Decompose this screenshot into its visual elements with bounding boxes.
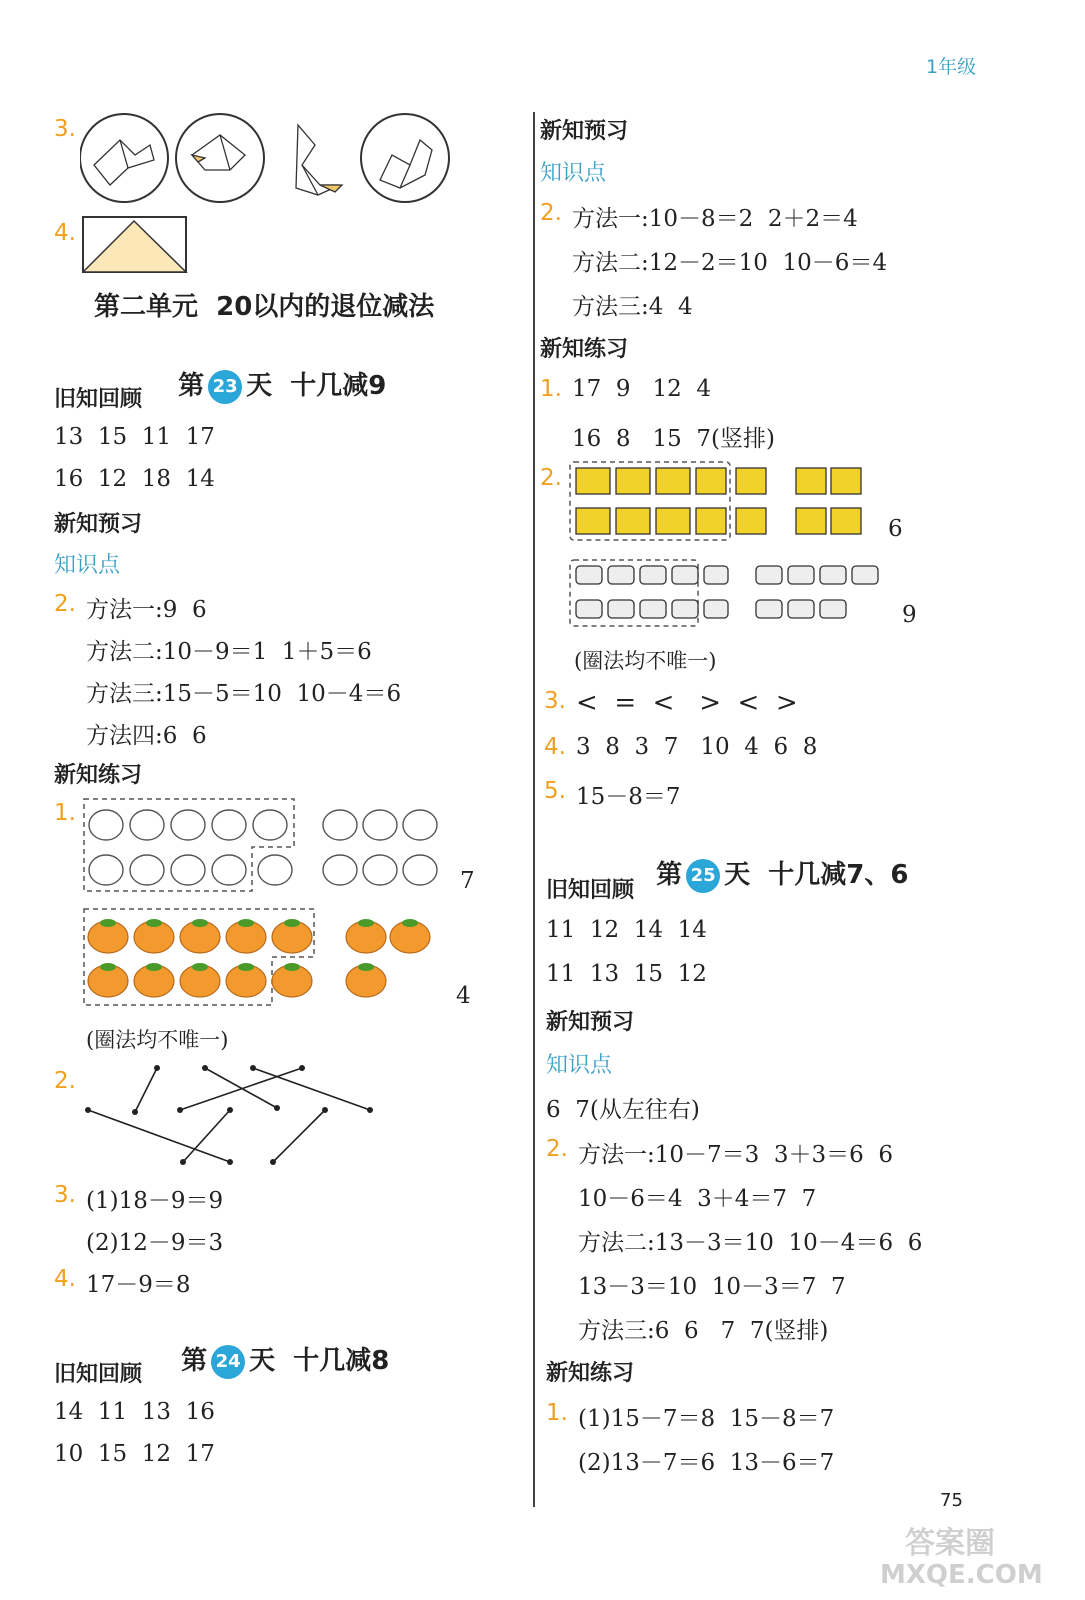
answer-line: 方法三:6 6 7 7(竖排) [578, 1318, 829, 1344]
item-number: 1. [540, 376, 562, 402]
answer-line: (1)18－9＝9 [86, 1188, 224, 1214]
answer-line: 方法二:10－9＝1 1＋5＝6 [86, 639, 372, 665]
answer-line: 方法三:15－5＝10 10－4＝6 [86, 681, 402, 707]
answer-line: 17－9＝8 [86, 1272, 191, 1298]
envelope-figure [82, 216, 188, 274]
day25-title [638, 824, 908, 893]
answer-value: 6 [888, 516, 903, 542]
knowledge-point-heading: 知识点 [54, 553, 121, 578]
section-heading: 新知练习 [546, 1361, 635, 1386]
answer-line: 方法一:10－7＝3 3＋3＝6 6 [578, 1142, 894, 1168]
answer-value: 7 [460, 868, 475, 894]
item-number: 2. [54, 1068, 76, 1094]
item-number: 4. [54, 1266, 76, 1292]
answer-line: 16 8 15 7(竖排) [572, 426, 775, 452]
answer-line: 15－8＝7 [576, 784, 681, 810]
section-heading: 新知练习 [540, 337, 629, 362]
answer-line: 方法四:6 6 [86, 723, 207, 749]
answer-line: 方法三:4 4 [572, 294, 693, 320]
answer-line: 17 9 12 4 [572, 376, 711, 402]
day-suffix: 天 十几减7、6 [724, 860, 909, 890]
item-number: 1. [546, 1400, 568, 1426]
sharpener-eraser-figure [566, 458, 886, 633]
day-suffix: 天 十几减8 [249, 1346, 390, 1376]
column-divider [533, 112, 535, 1507]
item-number: 2. [540, 200, 562, 226]
item-number: 3. [544, 688, 566, 714]
note: (圈法均不唯一) [86, 1028, 229, 1052]
q4-number: 4. [54, 220, 76, 246]
answer-line: 13－3＝10 10－3＝7 7 [578, 1274, 846, 1300]
item-number: 4. [544, 734, 566, 760]
day23-title [160, 335, 386, 404]
answer-line: 16 12 18 14 [54, 466, 215, 492]
answer-line: 11 12 14 14 [546, 917, 707, 943]
knowledge-point-heading: 知识点 [546, 1053, 613, 1078]
section-heading: 新知预习 [546, 1010, 635, 1035]
section-heading: 新知预习 [540, 119, 629, 144]
answer-line: (2)13－7＝6 13－6＝7 [578, 1450, 835, 1476]
q3-number: 3. [54, 116, 76, 142]
day-prefix: 第 [656, 860, 683, 890]
section-heading: 新知练习 [54, 763, 143, 788]
answer-line: < = < > < > [576, 688, 798, 718]
section-heading: 旧知回顾 [546, 878, 635, 903]
tangram-figures [80, 110, 460, 210]
answer-line: 3 8 3 7 10 4 6 8 [576, 734, 818, 760]
answer-line: 10 15 12 17 [54, 1441, 215, 1467]
answer-line: 6 7(从左往右) [546, 1097, 700, 1123]
answer-line: 13 15 11 17 [54, 424, 215, 450]
answer-value: 4 [456, 983, 471, 1009]
watermark-url: MXQE.COM [880, 1560, 1043, 1590]
answer-line: 方法一:9 6 [86, 597, 207, 623]
item-number: 3. [54, 1182, 76, 1208]
day-prefix: 第 [181, 1346, 208, 1376]
day-suffix: 天 十几减9 [246, 371, 387, 401]
item-number: 2. [54, 591, 76, 617]
section-heading: 旧知回顾 [54, 387, 143, 412]
peach-persimmon-figure [80, 795, 450, 1010]
answer-line: (1)15－7＝8 15－8＝7 [578, 1406, 835, 1432]
answer-line: 方法二:13－3＝10 10－4＝6 6 [578, 1230, 923, 1256]
answer-line: 14 11 13 16 [54, 1399, 215, 1425]
grade-label: 1年级 [926, 56, 977, 78]
page-number: 75 [940, 1490, 963, 1511]
day-badge: 23 [208, 370, 242, 404]
day-badge: 25 [686, 859, 720, 893]
answer-line: (2)12－9＝3 [86, 1230, 224, 1256]
day-badge: 24 [211, 1345, 245, 1379]
matching-lines [80, 1060, 380, 1170]
unit-title: 第二单元 20以内的退位减法 [94, 292, 435, 322]
day-prefix: 第 [178, 371, 205, 401]
item-number: 1. [54, 800, 76, 826]
note: (圈法均不唯一) [574, 649, 717, 673]
answer-value: 9 [902, 602, 917, 628]
section-heading: 旧知回顾 [54, 1362, 143, 1387]
answer-line: 11 13 15 12 [546, 961, 707, 987]
item-number: 2. [540, 465, 562, 491]
item-number: 2. [546, 1136, 568, 1162]
item-number: 5. [544, 778, 566, 804]
knowledge-point-heading: 知识点 [540, 161, 607, 186]
answer-line: 方法一:10－8＝2 2＋2＝4 [572, 206, 858, 232]
day24-title [163, 1310, 389, 1379]
section-heading: 新知预习 [54, 512, 143, 537]
watermark-logo: 答案圈 [905, 1526, 995, 1561]
answer-line: 10－6＝4 3＋4＝7 7 [578, 1186, 817, 1212]
answer-line: 方法二:12－2＝10 10－6＝4 [572, 250, 888, 276]
